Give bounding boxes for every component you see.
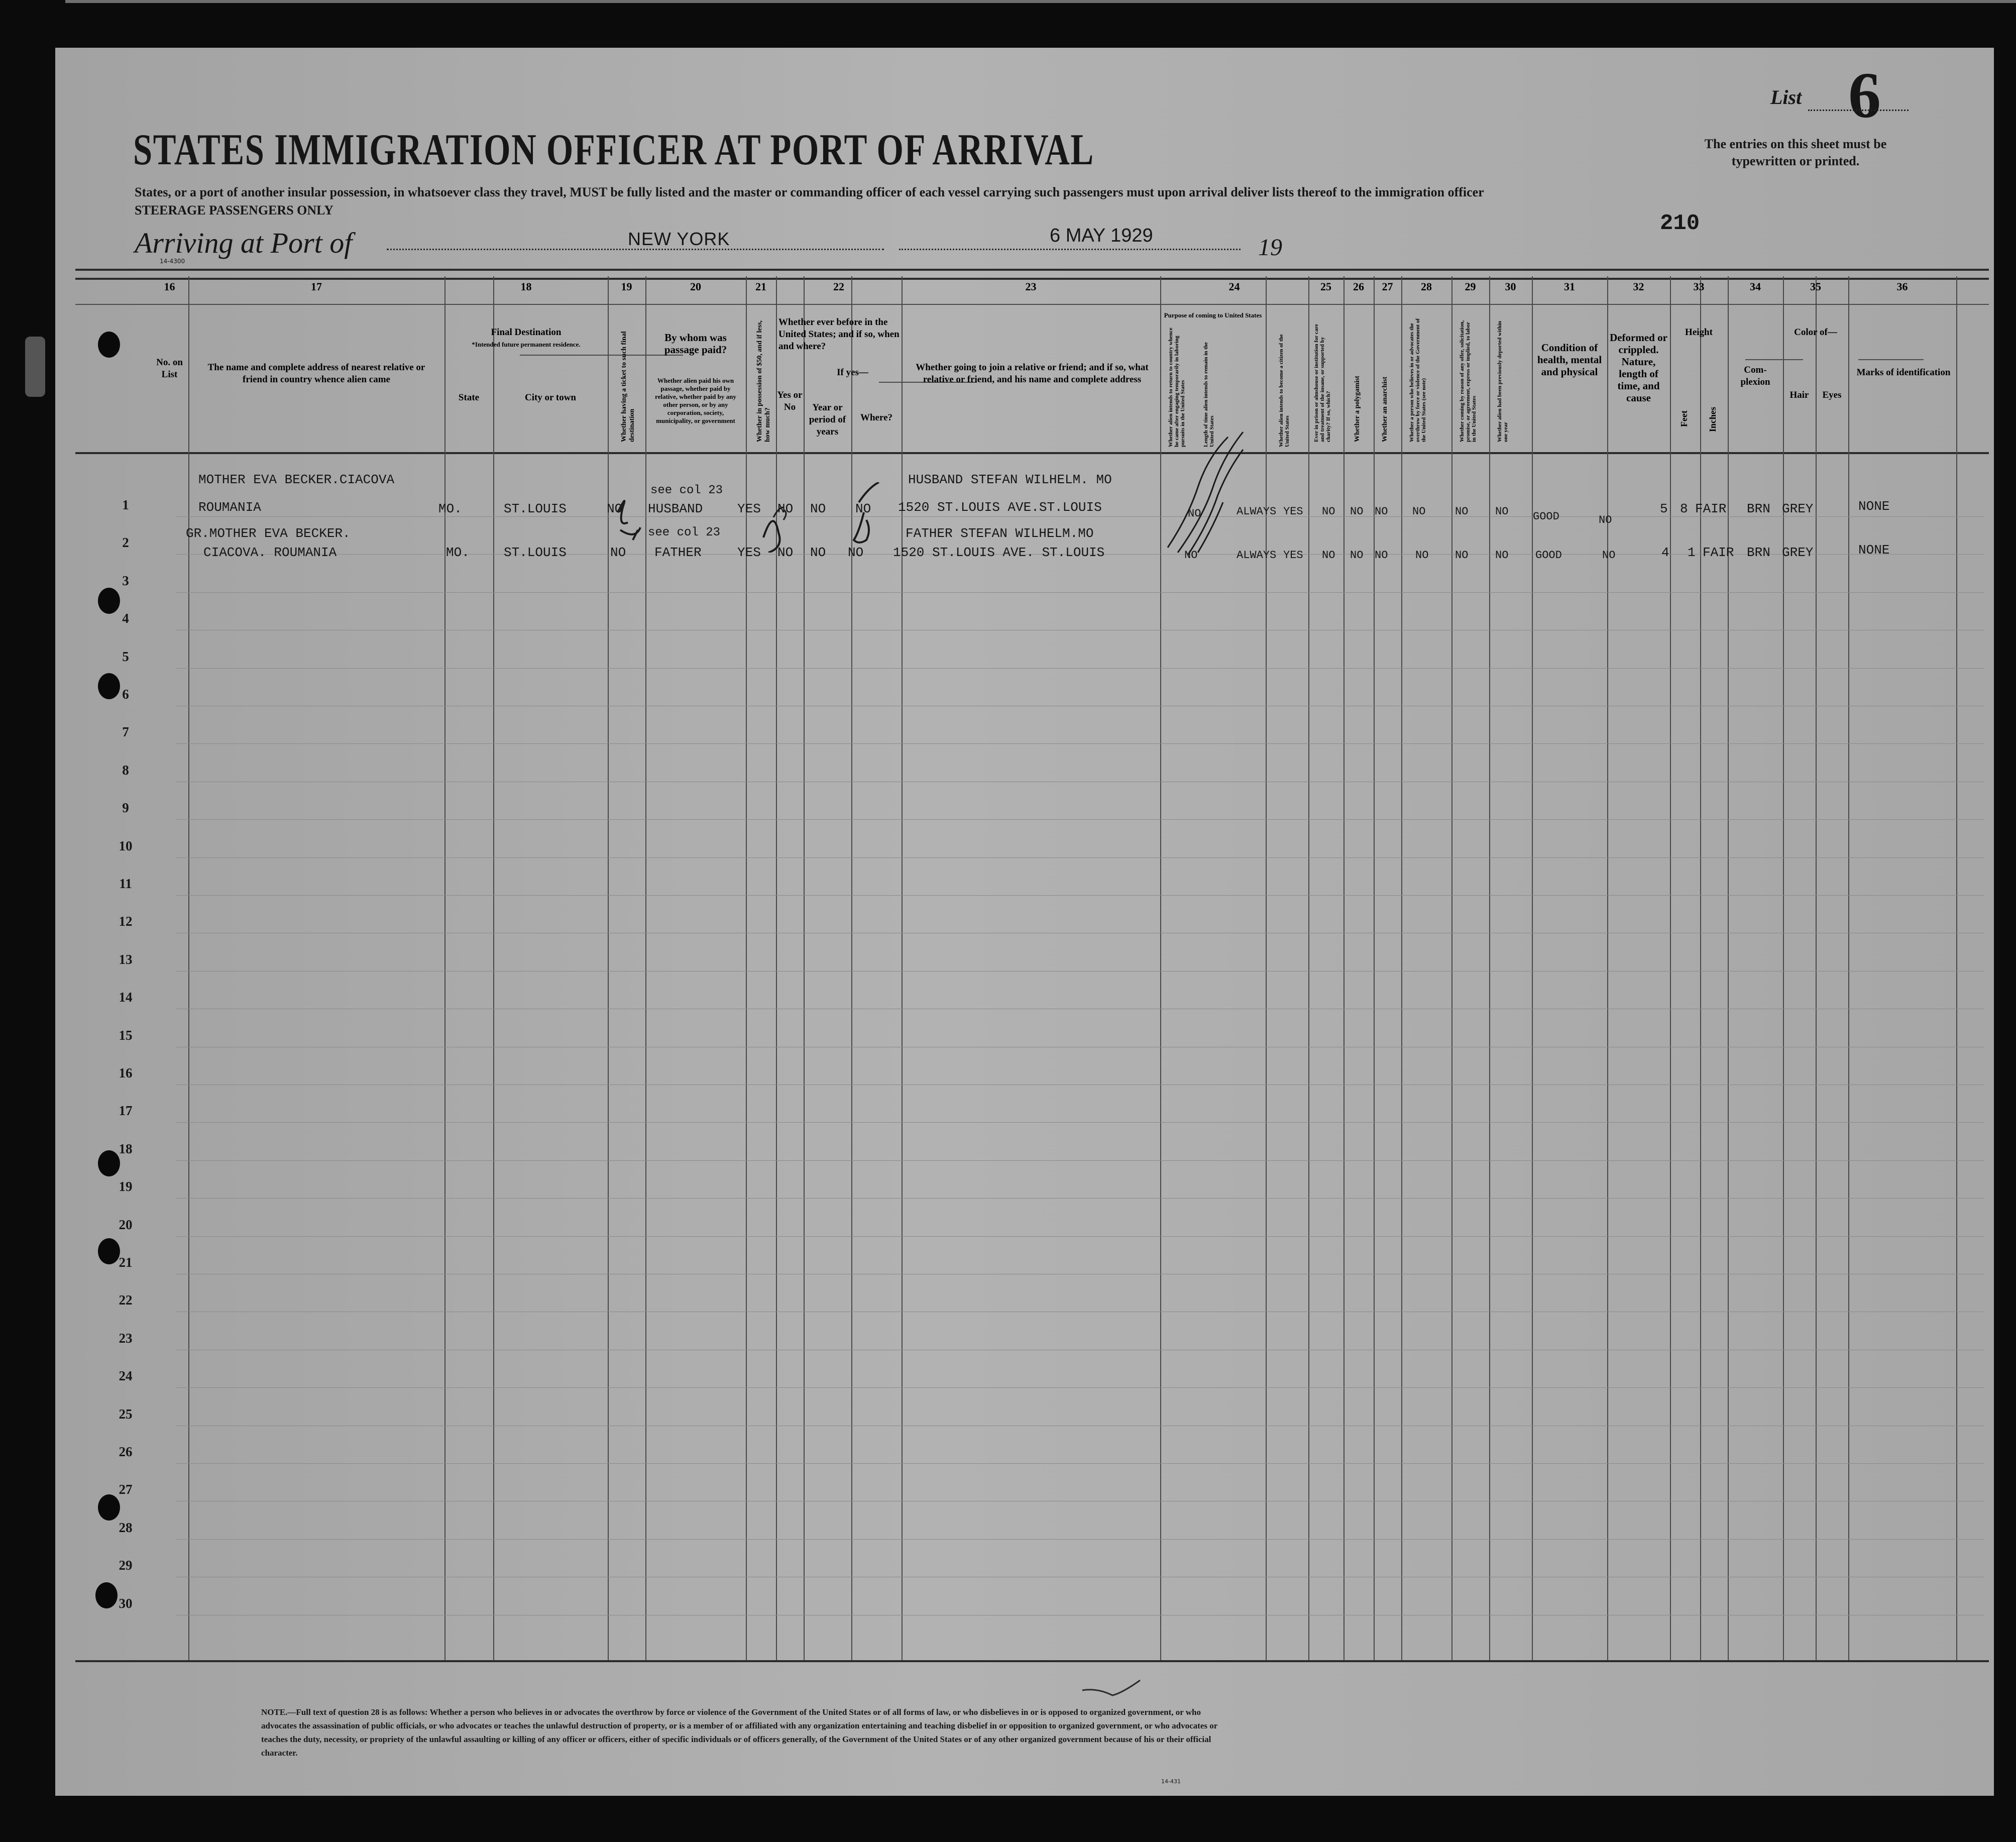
colnum-34: 34 bbox=[1750, 280, 1761, 293]
row-number: 6 bbox=[122, 687, 129, 702]
row2-state: MO. bbox=[446, 545, 470, 560]
form-code: 14-4300 bbox=[160, 258, 185, 265]
colnum-31: 31 bbox=[1564, 280, 1575, 293]
row2-before-yes-no: NO bbox=[777, 545, 794, 560]
page-subtitle bbox=[135, 183, 1792, 220]
row1-relative-line2: ROUMANIA bbox=[198, 500, 261, 515]
colnum-30: 30 bbox=[1505, 280, 1516, 293]
header-polygamist: Whether a polygamist bbox=[1354, 376, 1361, 442]
row-rule bbox=[176, 516, 1984, 517]
row1-money: YES bbox=[737, 501, 761, 516]
header-if-yes: If yes— bbox=[837, 367, 868, 378]
col-divider bbox=[1374, 276, 1375, 1660]
col-divider bbox=[1532, 276, 1533, 1660]
col-divider bbox=[493, 276, 494, 1660]
colnum-33: 33 bbox=[1693, 280, 1705, 293]
row2-feet: 4 bbox=[1661, 545, 1669, 560]
header-passage-note: Whether alien paid his own passage, whether paid by relative, whether paid by any other person, or by any corporation, society, municipality, or government bbox=[655, 377, 736, 424]
header-feet: Feet bbox=[1679, 410, 1689, 427]
entries-note: The entries on this sheet must be typewritten or printed. bbox=[1704, 137, 1887, 168]
header-prison: Ever in prison or almshouse or institution for care and treatment of the insane, or supported by charity? If so, which? bbox=[1313, 324, 1331, 442]
header-yes-no: Yes or No bbox=[777, 390, 803, 412]
color-subrule bbox=[1858, 359, 1924, 360]
row-number: 20 bbox=[119, 1217, 133, 1232]
row-number: 10 bbox=[119, 838, 133, 853]
row-number: 2 bbox=[122, 535, 129, 551]
row-rule bbox=[176, 857, 1984, 858]
year-prefix: 19 bbox=[1258, 234, 1282, 261]
row1-hair: BRN bbox=[1747, 501, 1770, 516]
row-rule bbox=[176, 1236, 1984, 1237]
header-purpose: Purpose of coming to United States bbox=[1164, 311, 1262, 319]
row1-citizen: YES bbox=[1283, 505, 1303, 518]
row-number: 1 bbox=[122, 497, 129, 512]
row-number: 22 bbox=[119, 1292, 133, 1308]
date-dotline bbox=[899, 249, 1241, 250]
header-inches: Inches bbox=[1708, 406, 1718, 432]
header-anarchist: Whether an anarchist bbox=[1381, 376, 1389, 442]
colnum-17: 17 bbox=[311, 280, 322, 293]
header-citizen: Whether alien intends to become a citizen of the United States bbox=[1278, 334, 1290, 447]
row1-prison: NO bbox=[1322, 505, 1335, 518]
top-rule bbox=[75, 269, 1989, 271]
header-hair: Hair bbox=[1789, 390, 1809, 400]
colnum-32: 32 bbox=[1633, 280, 1644, 293]
colnum-18: 18 bbox=[520, 280, 532, 293]
row2-before-years: NO bbox=[810, 545, 826, 560]
row-rule bbox=[176, 1463, 1984, 1464]
row-rule bbox=[176, 1160, 1984, 1161]
row-number: 23 bbox=[119, 1330, 133, 1346]
row-number: 21 bbox=[119, 1255, 133, 1270]
row2-joining-line1: FATHER STEFAN WILHELM.MO bbox=[906, 526, 1094, 541]
row-number: 17 bbox=[119, 1103, 133, 1119]
row-rule bbox=[176, 592, 1984, 593]
row1-polygamist: NO bbox=[1350, 505, 1364, 518]
row-number: 15 bbox=[119, 1027, 133, 1043]
row2-overthrow: NO bbox=[1415, 549, 1429, 562]
row2-paid-line2: FATHER bbox=[654, 545, 702, 560]
row-number: 27 bbox=[119, 1482, 133, 1497]
header-passage-paid: By whom was passage paid? bbox=[664, 332, 727, 356]
row-number: 19 bbox=[119, 1179, 133, 1195]
row2-city: ST.LOUIS bbox=[504, 545, 567, 560]
row2-return-intent: NO bbox=[1184, 549, 1198, 562]
row2-marks: NONE bbox=[1858, 543, 1890, 558]
header-state: State bbox=[458, 392, 480, 403]
row1-length-stay: ALWAYS bbox=[1237, 505, 1277, 518]
row-rule bbox=[176, 1122, 1984, 1123]
col-divider bbox=[444, 276, 445, 1660]
header-money: Whether in possession of $50, and if less, how much? bbox=[756, 320, 771, 442]
row-rule bbox=[176, 668, 1984, 669]
row1-labor-offer: NO bbox=[1455, 505, 1469, 518]
col-divider bbox=[1607, 276, 1608, 1660]
colnum-25: 25 bbox=[1320, 280, 1331, 293]
row-number: 26 bbox=[119, 1444, 133, 1459]
row2-relative-line1: GR.MOTHER EVA BECKER. bbox=[186, 526, 351, 541]
colnum-24: 24 bbox=[1228, 280, 1240, 293]
col-divider bbox=[1956, 276, 1957, 1660]
row2-paid-line1: see col 23 bbox=[648, 526, 721, 539]
header-city: City or town bbox=[524, 392, 577, 403]
header-ticket: Whether having a ticket to such final destination bbox=[620, 331, 636, 442]
col-divider bbox=[1308, 276, 1309, 1660]
row2-anarchist: NO bbox=[1375, 549, 1388, 562]
col-divider bbox=[1783, 276, 1784, 1660]
row-number: 7 bbox=[122, 724, 129, 740]
row1-feet: 5 bbox=[1660, 501, 1668, 516]
colnum-36: 36 bbox=[1896, 280, 1908, 293]
row2-relative-line2: CIACOVA. ROUMANIA bbox=[203, 545, 337, 560]
col-divider bbox=[1343, 276, 1345, 1660]
header-no-on-list: No. on List bbox=[156, 357, 183, 380]
row1-anarchist: NO bbox=[1375, 505, 1388, 518]
row2-deformed: NO bbox=[1602, 549, 1616, 562]
row2-labor-offer: NO bbox=[1455, 549, 1469, 562]
row1-paid-line2: HUSBAND bbox=[648, 501, 703, 516]
colnum-22: 22 bbox=[833, 280, 844, 293]
col-divider bbox=[1700, 276, 1701, 1660]
row1-marks: NONE bbox=[1858, 499, 1890, 514]
binder-clip bbox=[25, 337, 45, 397]
row-number: 29 bbox=[119, 1558, 133, 1573]
row-number: 13 bbox=[119, 951, 133, 967]
row-rule bbox=[176, 1387, 1984, 1388]
header-color-of: Color of— bbox=[1794, 327, 1837, 338]
footnote-question-28: NOTE.—Full text of question 28 is as follows: Whether a person who believes in or advocates the overthrow by force or violence of the Government of the United States or of all forms of law, or who disbelieves in or is opposed to organized government, or who advocates the assassination of public officials, or who advocates or teaches the unlawful destruction of property, or is a member of or affiliated with any organization entertaining and teaching disbelief in or opposition to organized government, or who advocates or teaches the duty, necessity, or propriety of the unlawful assaulting or killing of any officer or officers, either of specific individuals or of officers generally, of the Government of the United States or of any other organized government because of his or their official character. bbox=[261, 1707, 1217, 1758]
row-number: 11 bbox=[119, 876, 132, 891]
row-number: 14 bbox=[119, 990, 133, 1005]
colnum-28: 28 bbox=[1421, 280, 1432, 293]
row2-complexion: FAIR bbox=[1703, 545, 1734, 560]
row2-deported: NO bbox=[1495, 549, 1509, 562]
row-number: 8 bbox=[122, 762, 129, 778]
col-divider bbox=[1401, 276, 1402, 1660]
header-where: Where? bbox=[860, 412, 893, 423]
header-return-intent: Whether alien intends to return to country whence he came after engaging temporarily in laboring pursuits in the United States bbox=[1168, 328, 1186, 447]
row2-hair: BRN bbox=[1747, 545, 1770, 560]
row-number: 25 bbox=[119, 1406, 133, 1422]
header-height: Height bbox=[1685, 327, 1713, 338]
row-number: 4 bbox=[122, 611, 129, 626]
row2-polygamist: NO bbox=[1350, 549, 1364, 562]
row2-before-where: NO bbox=[848, 545, 864, 560]
row1-ticket: NO bbox=[607, 501, 623, 516]
colnum-23: 23 bbox=[1025, 280, 1037, 293]
height-subrule bbox=[1745, 359, 1803, 360]
header-marks: Marks of identification bbox=[1856, 367, 1951, 378]
row-number: 30 bbox=[119, 1595, 133, 1611]
col-divider bbox=[1489, 276, 1490, 1660]
header-labor-offer: Whether coming by reason of any offer, solicitation, promise, or agreement, express or implied, to labor in the United States bbox=[1459, 320, 1477, 442]
header-overthrow: Whether a person who believes in or advocates the overthrow by force or violence of the Government of the United States (see note) bbox=[1409, 318, 1427, 442]
header-destination-note: *Intended future permanent residence. bbox=[472, 341, 581, 348]
col-divider bbox=[1728, 276, 1729, 1660]
row2-length-stay: ALWAYS bbox=[1237, 549, 1277, 562]
list-number: 6 bbox=[1848, 59, 1881, 132]
row1-relative-line1: MOTHER EVA BECKER.CIACOVA bbox=[198, 472, 395, 487]
list-underline bbox=[1808, 110, 1909, 111]
handwritten-tick bbox=[1080, 1678, 1145, 1698]
subtitle-line2: STEERAGE PASSENGERS ONLY bbox=[135, 203, 333, 218]
row1-joining-line2: 1520 ST.LOUIS AVE.ST.LOUIS bbox=[898, 500, 1102, 515]
subtitle-line1: States, or a port of another insular possession, in whatsoever class they travel, MUST be fully listed and the master or commanding officer of each vessel carrying such passengers must upon arrival deliver lists thereof to the immigration officer bbox=[135, 185, 1484, 199]
col-divider bbox=[608, 276, 609, 1660]
page-number: 210 bbox=[1660, 211, 1700, 236]
row2-ticket: NO bbox=[610, 545, 626, 560]
header-joining-relative: Whether going to join a relative or friend; and if so, what relative or friend, and his name and complete address bbox=[916, 362, 1149, 385]
colnum-20: 20 bbox=[690, 280, 701, 293]
row1-deformed: NO bbox=[1599, 514, 1612, 526]
row1-city: ST.LOUIS bbox=[504, 501, 567, 516]
header-health: Condition of health, mental and physical bbox=[1537, 342, 1602, 378]
form-code-bottom: 14-431 bbox=[1161, 1778, 1181, 1785]
colnum-35: 35 bbox=[1810, 280, 1821, 293]
row-number: 3 bbox=[122, 573, 129, 588]
row1-eyes: GREY bbox=[1782, 501, 1814, 516]
arrival-date: 6 MAY 1929 bbox=[1050, 225, 1153, 246]
header-eyes: Eyes bbox=[1822, 390, 1842, 400]
row1-return-intent: NO bbox=[1188, 507, 1201, 520]
row-number: 28 bbox=[119, 1520, 133, 1535]
col-divider bbox=[1848, 276, 1849, 1660]
row2-money: YES bbox=[737, 545, 761, 560]
header-year-period: Year or period of years bbox=[809, 402, 846, 437]
header-ever-before: Whether ever before in the United States; and if so, when and where? bbox=[778, 317, 900, 352]
binding-edge bbox=[65, 0, 2016, 58]
row-rule bbox=[176, 819, 1984, 820]
page-title: STATES IMMIGRATION OFFICER AT PORT OF ARRIVAL bbox=[133, 126, 1094, 174]
row1-overthrow: NO bbox=[1412, 505, 1426, 518]
colnum-16: 16 bbox=[164, 280, 175, 293]
row1-joining-line1: HUSBAND STEFAN WILHELM. MO bbox=[908, 472, 1112, 487]
col-divider bbox=[1670, 276, 1671, 1660]
row-rule bbox=[176, 743, 1984, 744]
row-number: 9 bbox=[122, 800, 129, 816]
row1-deported: NO bbox=[1495, 505, 1509, 518]
row-number: 18 bbox=[119, 1141, 133, 1156]
row1-before-yes-no: NO bbox=[777, 501, 794, 516]
header-deformed: Deformed or crippled. Nature, length of time, and cause bbox=[1610, 332, 1667, 404]
port-value: NEW YORK bbox=[628, 229, 730, 249]
row-number: 12 bbox=[119, 914, 133, 929]
row1-complexion: FAIR bbox=[1695, 501, 1727, 516]
row-rule bbox=[176, 1539, 1984, 1540]
row1-paid-line1: see col 23 bbox=[650, 484, 723, 497]
arriving-label: Arriving at Port of bbox=[135, 227, 353, 259]
row-number: 5 bbox=[122, 648, 129, 664]
row2-prison: NO bbox=[1322, 549, 1335, 562]
col-divider bbox=[1451, 276, 1452, 1660]
colnum-29: 29 bbox=[1465, 280, 1476, 293]
colnum-26: 26 bbox=[1353, 280, 1364, 293]
row-number: 24 bbox=[119, 1368, 133, 1384]
header-nearest-relative: The name and complete address of nearest relative or friend in country whence alien came bbox=[207, 362, 425, 385]
table-bottom-rule bbox=[75, 1660, 1989, 1662]
row1-state: MO. bbox=[438, 501, 462, 516]
header-length-stay: Length of time alien intends to remain in the United States bbox=[1203, 342, 1215, 447]
header-final-destination: Final Destination bbox=[491, 327, 562, 338]
col-divider bbox=[1816, 276, 1817, 1660]
row1-before-where: NO bbox=[855, 501, 871, 516]
row2-inches: 1 bbox=[1688, 545, 1696, 560]
header-deported: Whether alien had been previously deported within one year bbox=[1497, 320, 1509, 442]
colnum-27: 27 bbox=[1382, 280, 1393, 293]
header-complexion: Com-plexion bbox=[1740, 365, 1770, 387]
row-rule bbox=[176, 895, 1984, 896]
row2-health: GOOD bbox=[1535, 549, 1562, 562]
row1-health: GOOD bbox=[1533, 510, 1559, 523]
row2-joining-line2: 1520 ST.LOUIS AVE. ST.LOUIS bbox=[893, 545, 1105, 560]
row2-eyes: GREY bbox=[1782, 545, 1814, 560]
handwritten-marks bbox=[613, 482, 904, 553]
row1-before-years: NO bbox=[810, 501, 826, 516]
row1-inches: 8 bbox=[1680, 501, 1688, 516]
row-number: 16 bbox=[119, 1065, 133, 1080]
row-rule bbox=[176, 1198, 1984, 1199]
col-divider bbox=[188, 276, 189, 1660]
list-label: List bbox=[1770, 86, 1802, 109]
colnum-21: 21 bbox=[755, 280, 766, 293]
row2-citizen: YES bbox=[1283, 549, 1303, 562]
colnum-19: 19 bbox=[621, 280, 632, 293]
handwritten-annotation bbox=[1158, 417, 1268, 558]
